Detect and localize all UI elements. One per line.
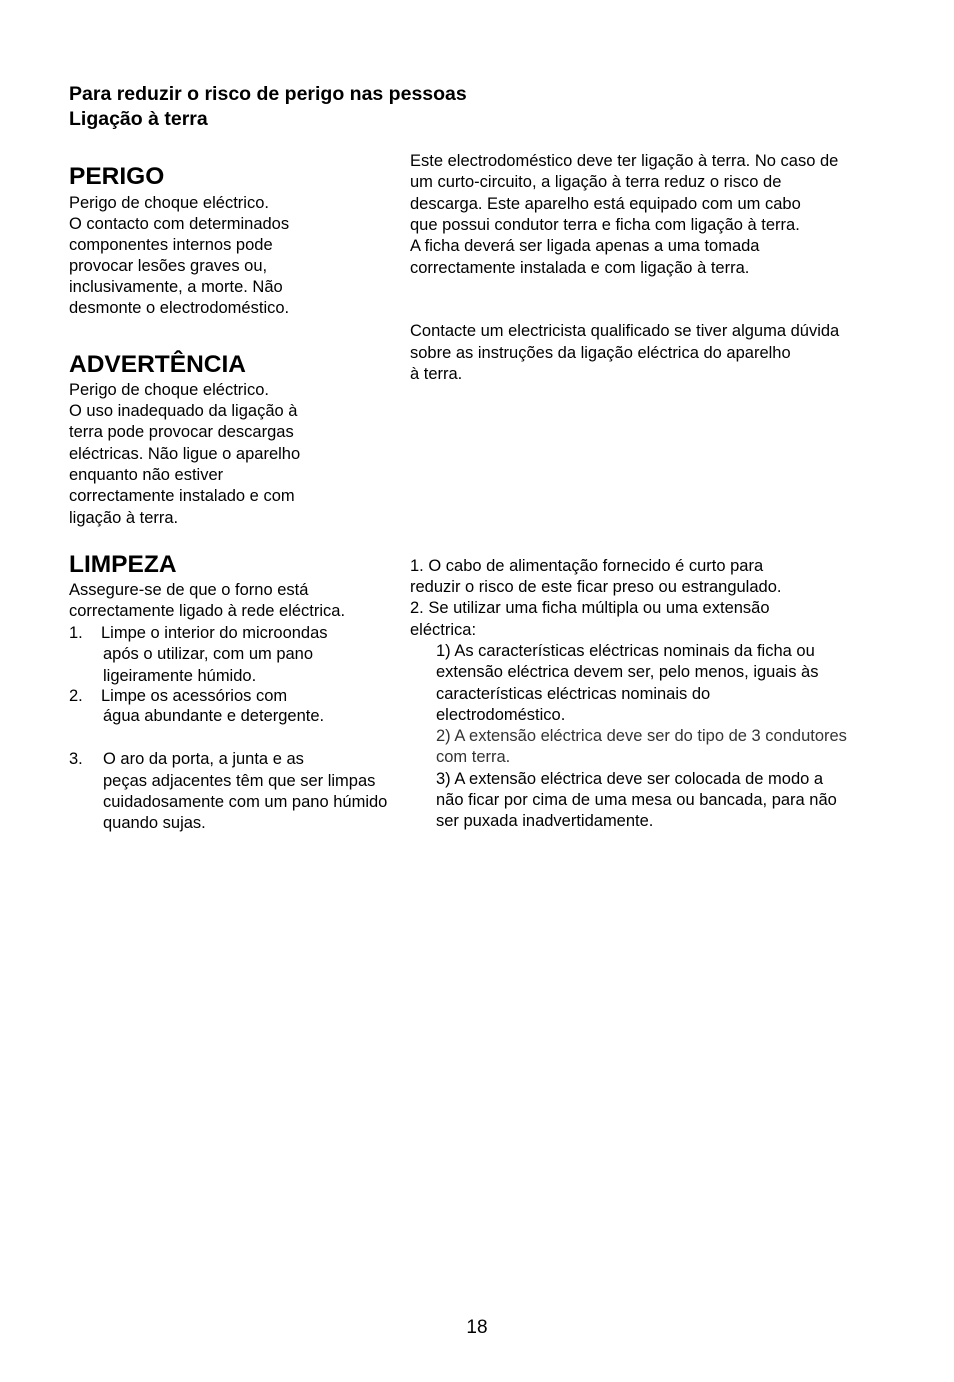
advertencia-line: correctamente instalado e com — [69, 487, 295, 505]
limpeza-item-1-line: Limpe o interior do microondas — [101, 624, 328, 642]
grounding-line: que possui condutor terra e ficha com ligação à terra. — [410, 216, 800, 234]
extension-rule-3-line: não ficar por cima de uma mesa ou bancada, para não — [436, 791, 837, 809]
electrician-line: sobre as instruções da ligação eléctrica do aparelho — [410, 344, 791, 362]
extension-rule-1-line: electrodoméstico. — [436, 706, 566, 724]
grounding-line: A ficha deverá ser ligada apenas a uma tomada — [410, 237, 760, 255]
extension-rule-1-line: 1) As características eléctricas nominais da ficha ou — [436, 642, 815, 660]
grounding-line: Este electrodoméstico deve ter ligação à terra. No caso de — [410, 152, 839, 170]
limpeza-heading: LIMPEZA — [69, 551, 177, 578]
perigo-line: inclusivamente, a morte. Não — [69, 278, 283, 296]
grounding-line: descarga. Este aparelho está equipado com um cabo — [410, 195, 801, 213]
page-number: 18 — [466, 1317, 488, 1338]
limpeza-item-3-number: 3. — [69, 750, 83, 768]
perigo-line: O contacto com determinados — [69, 215, 290, 233]
perigo-heading: PERIGO — [69, 163, 165, 190]
extension-rule-1-line: características eléctricas nominais do — [436, 685, 711, 703]
limpeza-item-2-number: 2. — [69, 687, 83, 705]
grounding-line: um curto-circuito, a ligação à terra reduz o risco de — [410, 173, 782, 191]
extension-rule-2-line: com terra. — [436, 748, 511, 766]
limpeza-item-1-number: 1. — [69, 624, 83, 642]
power-cord-line: reduzir o risco de este ficar preso ou estrangulado. — [410, 578, 782, 596]
advertencia-heading: ADVERTÊNCIA — [69, 351, 246, 378]
advertencia-line: O uso inadequado da ligação à — [69, 402, 298, 420]
limpeza-intro-line: Assegure-se de que o forno está — [69, 581, 309, 599]
advertencia-line: terra pode provocar descargas — [69, 423, 294, 441]
limpeza-item-1-line: após o utilizar, com um pano — [103, 645, 314, 663]
limpeza-intro-line: correctamente ligado à rede eléctrica. — [69, 602, 346, 620]
power-cord-line: 2. Se utilizar uma ficha múltipla ou uma extensão — [410, 599, 770, 617]
advertencia-line: eléctricas. Não ligue o aparelho — [69, 445, 301, 463]
electrician-line: à terra. — [410, 365, 463, 383]
power-cord-line: eléctrica: — [410, 621, 477, 639]
limpeza-item-3-line: O aro da porta, a junta e as — [103, 750, 304, 768]
extension-rule-3-line: 3) A extensão eléctrica deve ser colocada de modo a — [436, 770, 824, 788]
limpeza-item-3-line: peças adjacentes têm que ser limpas — [103, 772, 376, 790]
perigo-line: componentes internos pode — [69, 236, 273, 254]
limpeza-item-3-line: quando sujas. — [103, 814, 206, 832]
advertencia-line: ligação à terra. — [69, 509, 179, 527]
advertencia-line: Perigo de choque eléctrico. — [69, 381, 269, 399]
header-subtitle: Ligação à terra — [69, 108, 208, 130]
electrician-line: Contacte um electricista qualificado se tiver alguma dúvida — [410, 322, 840, 340]
extension-rule-3-line: ser puxada inadvertidamente. — [436, 812, 654, 830]
grounding-line: correctamente instalada e com ligação à terra. — [410, 259, 750, 277]
header-title: Para reduzir o risco de perigo nas pessoas — [69, 83, 467, 105]
perigo-line: desmonte o electrodoméstico. — [69, 299, 290, 317]
perigo-line: provocar lesões graves ou, — [69, 257, 268, 275]
power-cord-line: 1. O cabo de alimentação fornecido é curto para — [410, 557, 764, 575]
advertencia-line: enquanto não estiver — [69, 466, 224, 484]
extension-rule-1-line: extensão eléctrica devem ser, pelo menos, iguais às — [436, 663, 819, 681]
perigo-line: Perigo de choque eléctrico. — [69, 194, 269, 212]
limpeza-item-2-line: Limpe os acessórios com — [101, 687, 288, 705]
extension-rule-2-line: 2) A extensão eléctrica deve ser do tipo de 3 condutores — [436, 727, 847, 745]
limpeza-item-2-line: água abundante e detergente. — [103, 707, 325, 725]
limpeza-item-3-line: cuidadosamente com um pano húmido — [103, 793, 388, 811]
limpeza-item-1-line: ligeiramente húmido. — [103, 667, 257, 685]
